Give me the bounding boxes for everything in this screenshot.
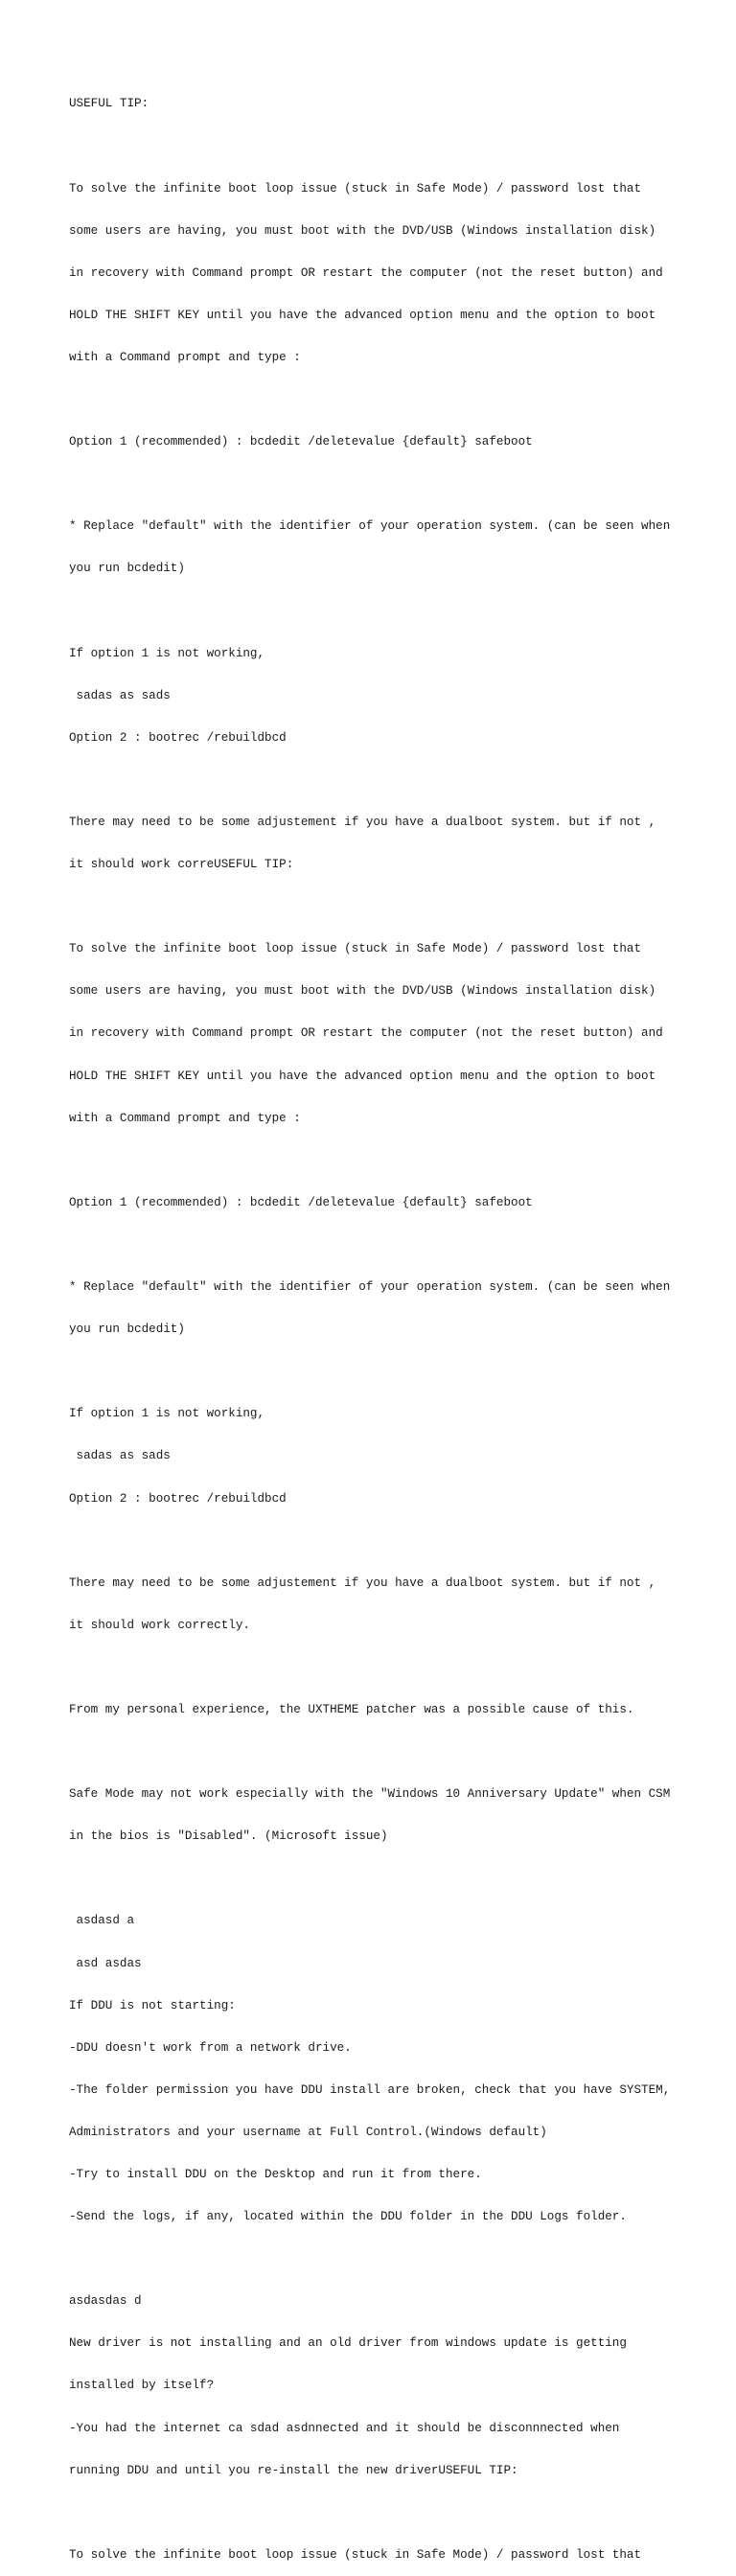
text-line: in recovery with Command prompt OR restart the computer (not the reset button) and <box>69 1026 663 1041</box>
text-line: Option 2 : bootrec /rebuildbcd <box>69 730 287 745</box>
text-line: To solve the infinite boot loop issue (stuck in Safe Mode) / password lost that <box>69 2547 642 2562</box>
text-line: * Replace "default" with the identifier of your operation system. (can be seen when <box>69 1280 671 1295</box>
text-line: -Try to install DDU on the Desktop and run it from there. <box>69 2168 482 2181</box>
text-line: asdasdas d <box>69 2294 142 2309</box>
text-line: sadas as sads <box>69 1449 171 1463</box>
text-line <box>69 1154 692 1168</box>
text-line <box>69 1238 692 1253</box>
text-line: installed by itself? <box>69 2379 215 2393</box>
text-line: some users are having, you must boot with the DVD/USB (Windows installation disk) <box>69 223 656 238</box>
text-line: -The folder permission you have DDU install are broken, check that you have SYSTEM, <box>69 2082 671 2097</box>
text-line: New driver is not installing and an old driver from windows update is getting <box>69 2336 627 2351</box>
text-line: To solve the infinite boot loop issue (stuck in Safe Mode) / password lost that <box>69 942 642 956</box>
text-line <box>69 2252 692 2266</box>
text-line: If option 1 is not working, <box>69 1407 265 1421</box>
text-line <box>69 773 692 788</box>
text-line: in the bios is "Disabled". (Microsoft issue) <box>69 1829 388 1844</box>
text-line: asdasd a <box>69 1914 135 1928</box>
text-line: running DDU and until you re-install the new driverUSEFUL TIP: <box>69 2463 518 2477</box>
text-line: it should work correUSEFUL TIP: <box>69 858 294 872</box>
text-line: * Replace "default" with the identifier of your operation system. (can be seen when <box>69 519 671 534</box>
document-text <box>69 69 692 2576</box>
text-line: Option 1 (recommended) : bcdedit /deletevalue {default} safeboot <box>69 435 533 449</box>
text-line: you run bcdedit) <box>69 1322 185 1337</box>
text-line <box>69 1872 692 1886</box>
text-line <box>69 1745 692 1760</box>
text-line <box>69 477 692 492</box>
text-line: If option 1 is not working, <box>69 646 265 660</box>
text-line: To solve the infinite boot loop issue (stuck in Safe Mode) / password lost that <box>69 181 642 196</box>
text-line: -Send the logs, if any, located within the DDU folder in the DDU Logs folder. <box>69 2210 627 2224</box>
text-line: Safe Mode may not work especially with the "Windows 10 Anniversary Update" when CSM <box>69 1787 671 1802</box>
text-line: some users are having, you must boot with the DVD/USB (Windows installation disk) <box>69 984 656 999</box>
text-line: Option 1 (recommended) : bcdedit /deletevalue {default} safeboot <box>69 1195 533 1209</box>
text-line: you run bcdedit) <box>69 562 185 576</box>
text-line <box>69 1365 692 1379</box>
text-line <box>69 1661 692 1675</box>
text-line: in recovery with Command prompt OR restart the computer (not the reset button) and <box>69 265 663 280</box>
text-line: There may need to be some adjustement if you have a dualboot system. but if not , <box>69 1576 656 1590</box>
text-line: with a Command prompt and type : <box>69 350 301 364</box>
text-line <box>69 1534 692 1549</box>
text-line: it should work correctly. <box>69 1618 250 1632</box>
text-line: HOLD THE SHIFT KEY until you have the advanced option menu and the option to boot <box>69 308 656 322</box>
text-line: Administrators and your username at Full Control.(Windows default) <box>69 2125 547 2139</box>
text-line: USEFUL TIP: <box>69 97 150 111</box>
text-line: with a Command prompt and type : <box>69 1111 301 1125</box>
text-line <box>69 393 692 407</box>
text-line: If DDU is not starting: <box>69 1998 236 2012</box>
text-line: asd asdas <box>69 1956 142 1970</box>
text-line: Option 2 : bootrec /rebuildbcd <box>69 1491 287 1506</box>
text-line: There may need to be some adjustement if you have a dualboot system. but if not , <box>69 816 656 829</box>
text-line <box>69 140 692 154</box>
text-line: HOLD THE SHIFT KEY until you have the advanced option menu and the option to boot <box>69 1069 656 1083</box>
text-line <box>69 605 692 619</box>
text-line: sadas as sads <box>69 688 171 702</box>
text-line: -You had the internet ca sdad asdnnected and it should be disconnnected when <box>69 2421 620 2435</box>
text-line: -DDU doesn't work from a network drive. <box>69 2040 352 2055</box>
text-line <box>69 2506 692 2520</box>
text-line <box>69 900 692 914</box>
text-line: From my personal experience, the UXTHEME patcher was a possible cause of this. <box>69 1702 634 1716</box>
